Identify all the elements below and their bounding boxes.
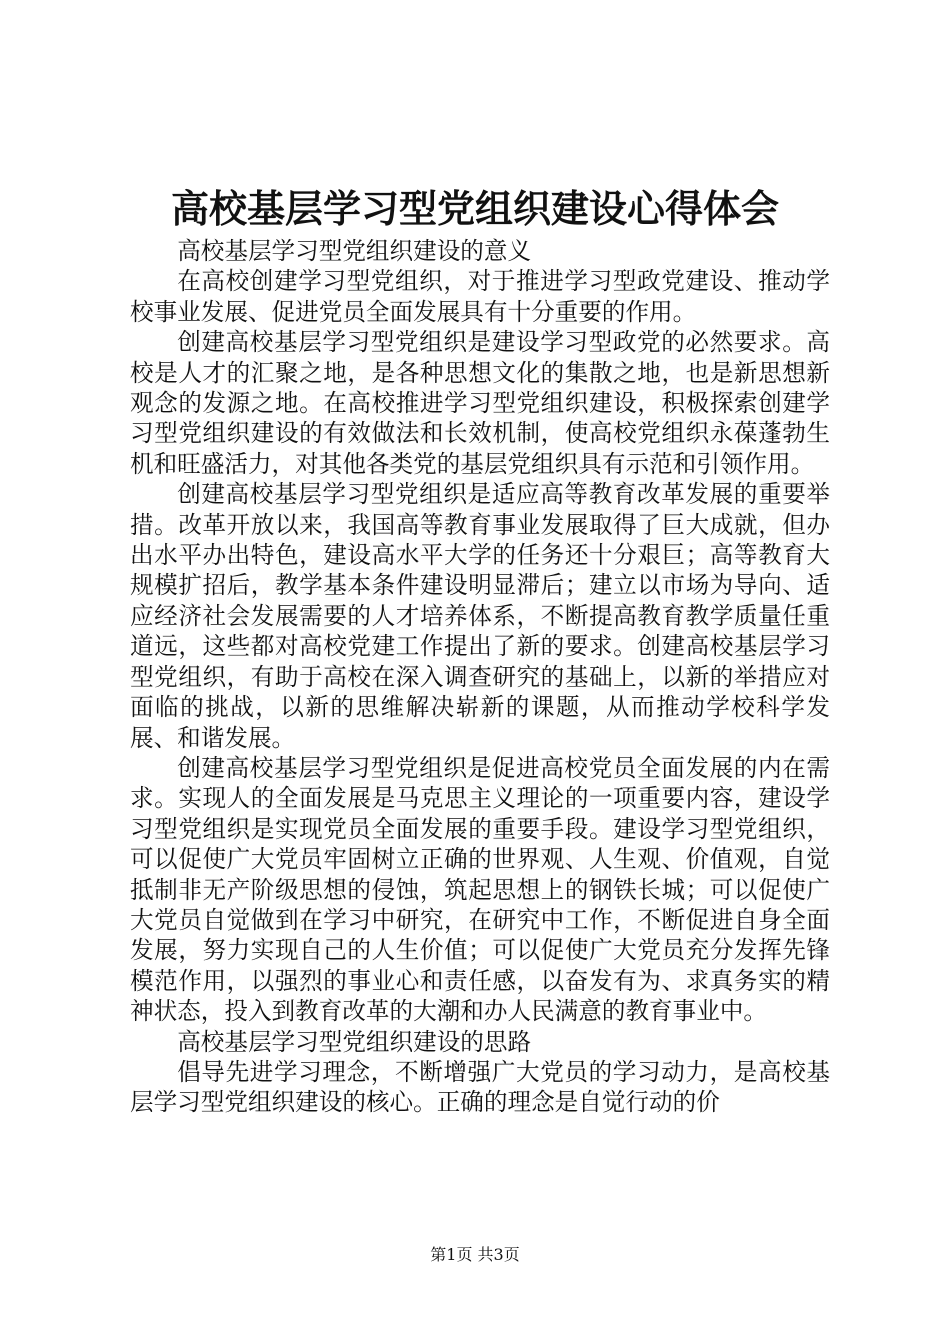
paragraph: 在高校创建学习型党组织，对于推进学习型政党建设、推动学校事业发展、促进党员全面发展具有十分重要的作用。	[130, 267, 830, 326]
paragraph: 创建高校基层学习型党组织是适应高等教育改革发展的重要举措。改革开放以来，我国高等教育事业发展取得了巨大成就，但办出水平办出特色，建设高水平大学的任务还十分艰巨；高等教育大规模扩招后，教学基本条件建设明显滞后；建立以市场为导向、适应经济社会发展需要的人才培养体系，不断提高教育教学质量任重道远，这些都对高校党建工作提出了新的要求。创建高校基层学习型党组织，有助于高校在深入调查研究的基础上，以新的举措应对面临的挑战，以新的思维解决崭新的课题，从而推动学校科学发展、和谐发展。	[130, 480, 830, 752]
page-footer: 第1页 共3页	[430, 1245, 520, 1264]
document-title: 高校基层学习型党组织建设心得体会	[170, 186, 779, 231]
section-heading: 高校基层学习型党组织建设的意义	[177, 237, 532, 265]
section-heading: 高校基层学习型党组织建设的思路	[177, 1027, 532, 1056]
paragraph: 倡导先进学习理念，不断增强广大党员的学习动力，是高校基层学习型党组织建设的核心。正确的理念是自觉行动的价	[130, 1057, 830, 1117]
paragraph: 创建高校基层学习型党组织是建设学习型政党的必然要求。高校是人才的汇聚之地，是各种思想文化的集散之地，也是新思想新观念的发源之地。在高校推进学习型党组织建设，积极探索创建学习型党组织建设的有效做法和长效机制，使高校党组织永葆蓬勃生机和旺盛活力，对其他各类党的基层党组织具有示范和引领作用。	[130, 328, 830, 478]
document-body	[130, 236, 830, 1118]
paragraph: 创建高校基层学习型党组织是促进高校党员全面发展的内在需求。实现人的全面发展是马克思主义理论的一项重要内容，建设学习型党组织是实现党员全面发展的重要手段。建设学习型党组织，可以促使广大党员牢固树立正确的世界观、人生观、价值观，自觉抵制非无产阶级思想的侵蚀，筑起思想上的钢铁长城；可以促使广大党员自觉做到在学习中研究，在研究中工作，不断促进自身全面发展，努力实现自己的人生价值；可以促使广大党员充分发挥先锋模范作用，以强烈的事业心和责任感，以奋发有为、求真务实的精神状态，投入到教育改革的大潮和办人民满意的教育事业中。	[130, 753, 830, 1026]
